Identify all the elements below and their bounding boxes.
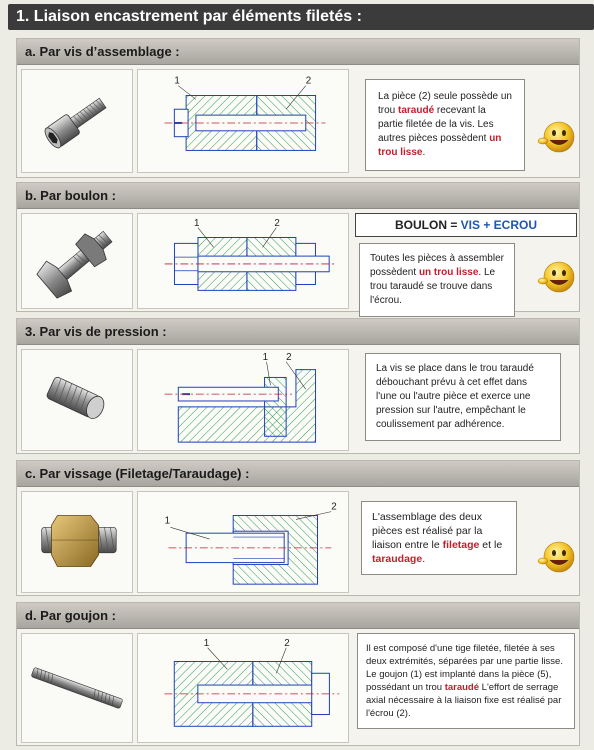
- section-heading: d. Par goujon :: [17, 603, 579, 629]
- drawing-boulon: [137, 213, 349, 309]
- section-boulon: [16, 182, 580, 312]
- section-vissage: [16, 460, 580, 596]
- description-boulon: Toutes les pièces à assembler possèdent un trou lisse. Le trou taraudé se trouve dans l'écrou.: [359, 243, 515, 317]
- set-screw-icon: [22, 350, 132, 450]
- section-heading: 3. Par vis de pression :: [17, 319, 579, 345]
- smiley-icon: [537, 117, 577, 157]
- label-2: 2: [305, 75, 312, 87]
- bolt-formula: BOULON = VIS + ECROU: [355, 213, 577, 237]
- drawing-vis-assemblage: [137, 69, 349, 173]
- section-heading: b. Par boulon :: [17, 183, 579, 209]
- photo-bolt-and-nut: [21, 213, 133, 309]
- label-1: 1: [203, 637, 210, 649]
- label-1: 1: [164, 515, 171, 527]
- photo-threaded-rod-with-nut: [21, 491, 133, 593]
- section-goujon: [16, 602, 580, 746]
- label-1: 1: [262, 351, 269, 363]
- description-goujon: Il est composé d'une tige filetée, filetée à ses deux extrémités, séparées par une partie lisse. Le goujon (1) est implanté dans la pièce (5), possédant un trou taraudé L'effort de serrage axial nécessaire à la liaison fixe est réalisé par l'écrou (2).: [357, 633, 575, 729]
- description-vis-pression: La vis se place dans le trou taraudé débouchant prévu à cet effet dans l'une ou l'autre pièce et exerce une pression sur l'autre, empêchant le coulissement par adhérence.: [365, 353, 561, 441]
- photo-set-screw: [21, 349, 133, 451]
- description-vissage: L'assemblage des deux pièces est réalisé par la liaison entre le filetage et le taraudage.: [361, 501, 517, 575]
- bolt-and-nut-icon: [22, 214, 132, 308]
- page-title: 1. Liaison encastrement par éléments filetés :: [8, 4, 594, 30]
- description-vis-assemblage: La pièce (2) seule possède un trou taraudé recevant la partie filetée de la vis. Les autres pièces possèdent un trou lisse.: [365, 79, 525, 171]
- threaded-rod-with-nut-icon: [22, 492, 132, 592]
- section-heading: c. Par vissage (Filetage/Taraudage) :: [17, 461, 579, 487]
- smiley-icon: [537, 257, 577, 297]
- section-vis-assemblage: [16, 38, 580, 178]
- section-heading: a. Par vis d’assemblage :: [17, 39, 579, 65]
- photo-hex-socket-screw: [21, 69, 133, 173]
- section-vis-pression: [16, 318, 580, 454]
- drawing-goujon: [137, 633, 349, 743]
- stud-icon: [22, 634, 132, 742]
- drawing-vissage: [137, 491, 349, 593]
- label-1: 1: [174, 75, 180, 87]
- smiley-icon: [537, 537, 577, 577]
- label-2: 2: [331, 501, 337, 513]
- label-2: 2: [284, 637, 290, 649]
- photo-stud: [21, 633, 133, 743]
- label-2: 2: [274, 217, 280, 229]
- label-1: 1: [194, 217, 200, 229]
- label-2: 2: [286, 351, 292, 363]
- hex-socket-screw-icon: [22, 70, 132, 172]
- drawing-vis-pression: [137, 349, 349, 451]
